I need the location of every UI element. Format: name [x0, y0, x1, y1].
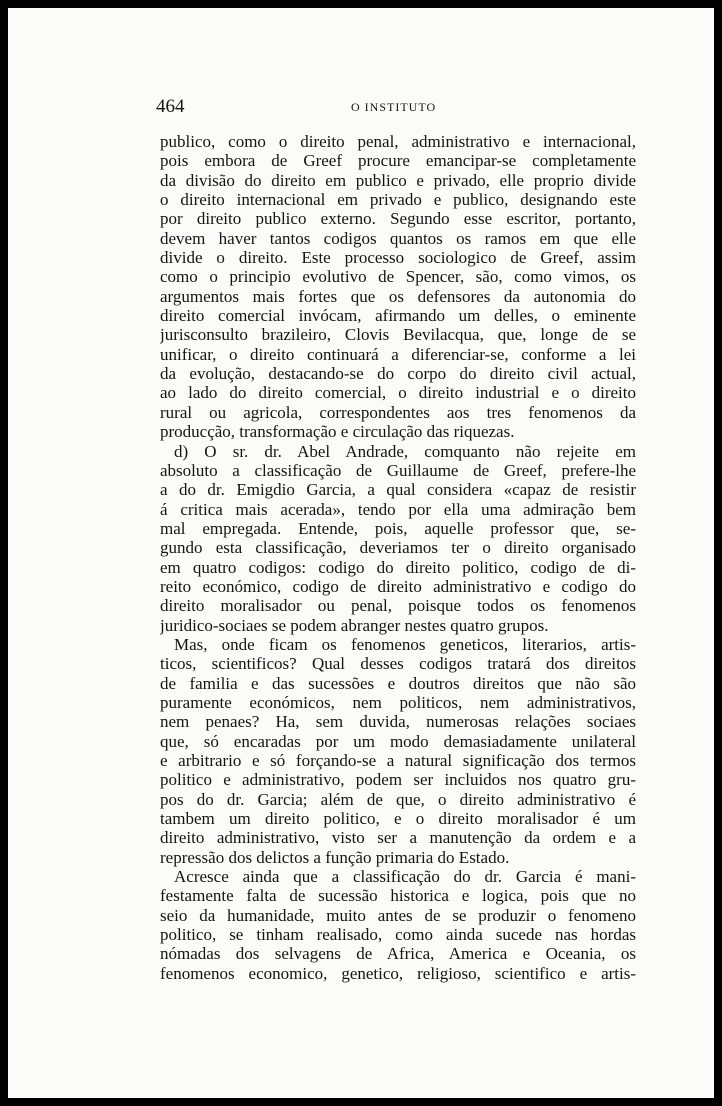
text-line: da evolução, destacando-se do corpo do direito civil actual,: [160, 364, 636, 384]
book-page: [8, 8, 714, 1098]
text-line: absoluto a classificação de Guillaume de Greef, prefere-lhe: [160, 460, 636, 480]
text-line: publico, como o direito penal, administrativo e internacional,: [160, 132, 636, 151]
text-line: direito moralisador ou penal, poisque todos os fenomenos: [160, 596, 636, 616]
text-line: mal empregada. Entende, pois, aquelle professor que, se-: [160, 518, 636, 538]
text-line: festamente falta de sucessão historica e logica, pois que no: [160, 886, 636, 906]
text-line: nómadas dos selvagens de Africa, America e Oceania, os: [160, 944, 636, 964]
text-line: em quatro codigos: codigo do direito politico, codigo de di-: [160, 557, 636, 577]
text-line: puramente económicos, nem politicos, nem administrativos,: [160, 692, 636, 712]
text-line: politico e administrativo, podem ser incluidos nos quatro gru-: [160, 770, 636, 790]
text-line: por direito publico externo. Segundo esse escritor, portanto,: [160, 209, 636, 229]
text-line: reito económico, codigo de direito administrativo e codigo do: [160, 576, 636, 596]
text-line: divide o direito. Este processo sociologico de Greef, assim: [160, 248, 636, 268]
text-line: direito administrativo, visto ser a manutenção da ordem e a: [160, 828, 636, 848]
text-line: direito comercial invócam, afirmando um delles, o eminente: [160, 306, 636, 326]
text-line: rural ou agricola, correspondentes aos tres fenomenos da: [160, 402, 636, 422]
text-line: repressão dos delictos a função primaria do Estado.: [160, 847, 510, 867]
text-line: producção, transformação e circulação das riquezas.: [160, 422, 515, 442]
text-line: á critica mais acerada», tendo por ella uma admiração bem: [160, 499, 636, 519]
text-line: e arbitrario e só forçando-se a natural significação dos termos: [160, 751, 636, 770]
text-line: unificar, o direito continuará a diferenciar-se, conforme a lei: [160, 344, 636, 364]
text-line: tambem um direito politico, e o direito moralisador é um: [160, 809, 636, 829]
text-line: seio da humanidade, muito antes de se produzir o fenomeno: [160, 905, 636, 925]
text-line: ticos, scientificos? Qual desses codigos tratará dos direitos: [160, 654, 636, 674]
text-line: juridico-sociaes se podem abranger nestes quatro grupos.: [160, 615, 549, 635]
body-text: [160, 132, 636, 983]
text-line: Mas, onde ficam os fenomenos geneticos, literarios, artis-: [174, 634, 636, 654]
text-line: que, só encaradas por um modo demasiadamente unilateral: [160, 731, 636, 751]
text-line: argumentos mais fortes que os defensores da autonomia do: [160, 286, 636, 306]
text-line: da divisão do direito em publico e privado, elle proprio divide: [160, 170, 636, 190]
text-line: politico, se tinham realisado, como ainda sucede nas hordas: [160, 925, 636, 945]
text-line: devem haver tantos codigos quantos os ramos em que elle: [160, 228, 636, 248]
text-line: d) O sr. dr. Abel Andrade, comquanto não rejeite em: [174, 441, 636, 461]
page-header: [156, 96, 634, 118]
text-line: nem penaes? Ha, sem duvida, numerosas relações sociaes: [160, 712, 636, 732]
text-line: pois embora de Greef procure emancipar-se completamente: [160, 151, 636, 171]
text-line: como o principio evolutivo de Spencer, são, como vimos, os: [160, 267, 636, 287]
text-line: ao lado do direito comercial, o direito industrial e o direito: [160, 383, 636, 403]
running-title: O INSTITUTO: [351, 100, 437, 114]
text-line: fenomenos economico, genetico, religioso, scientifico e artis-: [160, 963, 636, 983]
text-line: Acresce ainda que a classificação do dr. Garcia é mani-: [174, 867, 636, 887]
text-line: jurisconsulto brazileiro, Clovis Bevilacqua, que, longe de se: [160, 325, 636, 345]
text-line: pos do dr. Garcia; além de que, o direito administrativo é: [160, 789, 636, 809]
text-line: o direito internacional em privado e publico, designando este: [160, 190, 636, 210]
text-line: a do dr. Emigdio Garcia, a qual considera «capaz de resistir: [160, 480, 636, 500]
text-line: gundo esta classificação, deveriamos ter o direito organisado: [160, 538, 636, 558]
text-line: de familia e das sucessões e doutros direitos que não são: [160, 673, 636, 693]
page-number: 464: [156, 96, 185, 117]
